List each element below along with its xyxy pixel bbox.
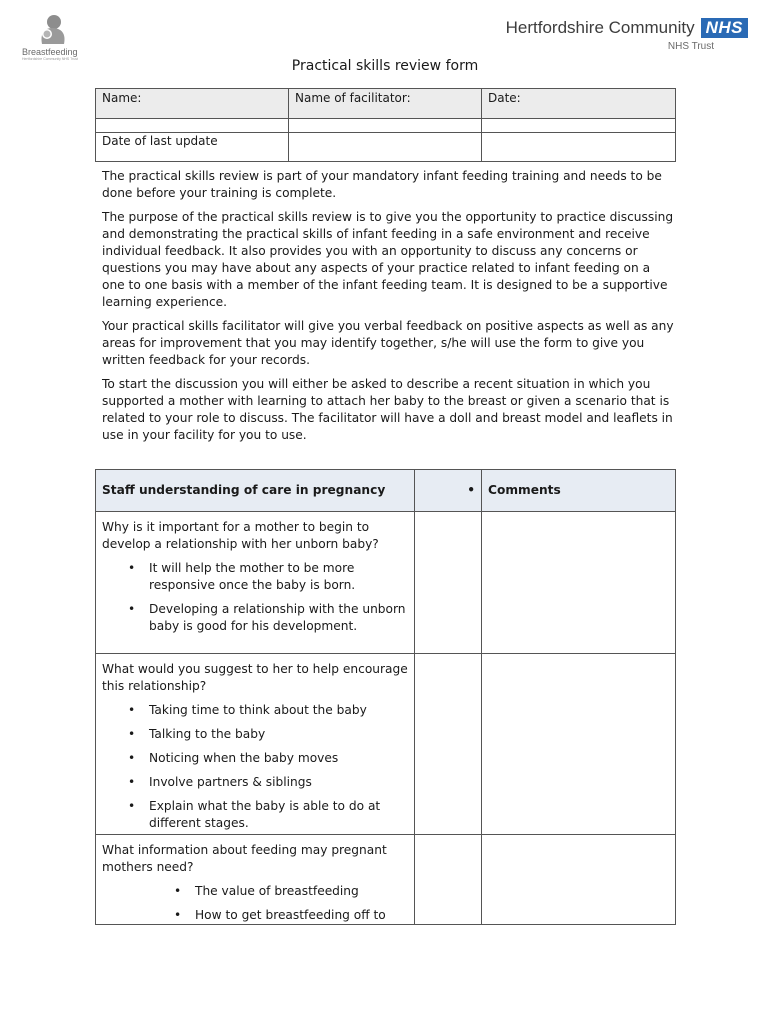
- comments-header: Comments: [482, 470, 676, 512]
- intro-text: [102, 168, 674, 451]
- tick-cell[interactable]: [415, 512, 482, 654]
- list-item: • Involve partners & siblings: [149, 774, 408, 791]
- list-item: • How to get breastfeeding off to: [195, 907, 408, 924]
- last-update-label: Date of last update: [96, 133, 289, 162]
- facilitator-label: Name of facilitator:: [289, 89, 482, 119]
- table-row: [96, 654, 676, 835]
- trust-label: NHS Trust: [667, 41, 714, 52]
- details-table: [95, 88, 676, 162]
- date-label: Date:: [482, 89, 676, 119]
- name-label: Name:: [96, 89, 289, 119]
- question-cell: [96, 654, 415, 835]
- question-text: What information about feeding may pregnant mothers need?: [102, 843, 387, 874]
- last-update-extra-field[interactable]: [482, 133, 676, 162]
- name-field[interactable]: [96, 119, 289, 133]
- intro-paragraph: The practical skills review is part of your mandatory infant feeding training and needs to be done before your training is complete.: [102, 169, 662, 200]
- list-item: • Explain what the baby is able to do at different stages.: [149, 798, 408, 832]
- comments-cell[interactable]: [482, 654, 676, 835]
- logo-left-subtitle: Hertfordshire Community NHS Trust: [22, 57, 79, 61]
- question-text: Why is it important for a mother to begin to develop a relationship with her unborn baby?: [102, 520, 379, 551]
- question-cell: [96, 835, 415, 925]
- header-bullet: •: [415, 470, 482, 512]
- list-item: • Noticing when the baby moves: [149, 750, 408, 767]
- question-text: What would you suggest to her to help encourage this relationship?: [102, 662, 408, 693]
- intro-paragraph: The purpose of the practical skills review is to give you the opportunity to practice discussing and demonstrating the practical skills of infant feeding in a safe environment and receive individual feedback. It also provides you with an opportunity to discuss any concerns or questions you may have about any aspects of your practice related to infant feeding on a one to one basis with a member of the infant feeding team. It is designed to be a supportive learning experience.: [102, 210, 674, 309]
- facilitator-field[interactable]: [289, 119, 482, 133]
- nhs-badge: NHS: [701, 18, 748, 38]
- question-cell: [96, 512, 415, 654]
- breastfeeding-logo: [22, 14, 82, 61]
- intro-paragraph: Your practical skills facilitator will give you verbal feedback on positive aspects as well as any areas for improvement that you may identify together, s/he will use the form to give you written feedback for your records.: [102, 319, 674, 367]
- mother-baby-icon: [32, 14, 70, 46]
- list-item: • Developing a relationship with the unborn baby is good for his development.: [149, 601, 408, 635]
- page-title: Practical skills review form: [291, 58, 479, 74]
- last-update-field[interactable]: [289, 133, 482, 162]
- list-item: • It will help the mother to be more responsive once the baby is born.: [149, 560, 408, 594]
- date-field[interactable]: [482, 119, 676, 133]
- tick-cell[interactable]: [415, 654, 482, 835]
- comments-cell[interactable]: [482, 835, 676, 925]
- skills-table: [95, 469, 676, 925]
- logo-left-name: Breastfeeding: [22, 47, 78, 57]
- org-name: Hertfordshire Community: [505, 18, 695, 37]
- intro-paragraph: To start the discussion you will either be asked to describe a recent situation in which you supported a mother with learning to attach her baby to the breast or given a scenario that is related to your role to discuss. The facilitator will have a doll and breast model and leaflets in use in your facility for you to use.: [102, 377, 673, 442]
- table-row: [96, 835, 676, 925]
- section-header: Staff understanding of care in pregnancy: [96, 470, 415, 512]
- list-item: • Talking to the baby: [149, 726, 408, 743]
- comments-cell[interactable]: [482, 512, 676, 654]
- list-item: • The value of breastfeeding: [195, 883, 408, 900]
- table-row: [96, 512, 676, 654]
- list-item: • Taking time to think about the baby: [149, 702, 408, 719]
- tick-cell[interactable]: [415, 835, 482, 925]
- trust-logo: [506, 18, 748, 52]
